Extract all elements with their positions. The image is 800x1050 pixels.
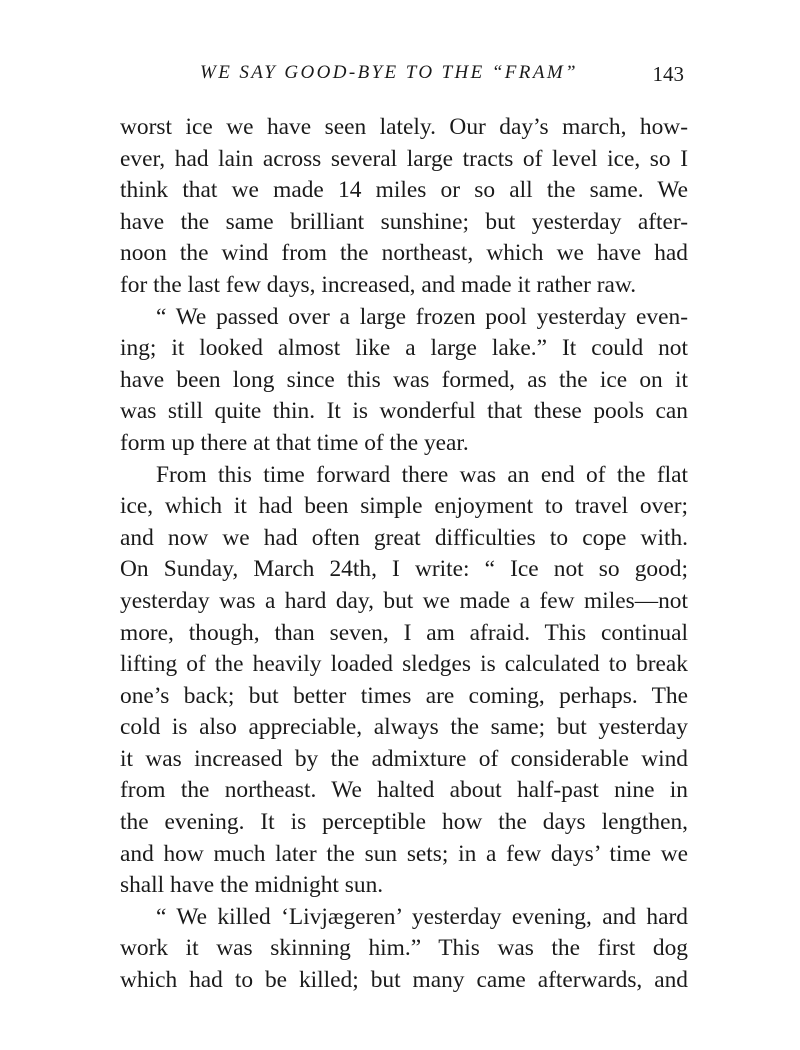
text-line: which had to be killed; but many came afterwards, and bbox=[120, 967, 688, 994]
text-line: noon the wind from the northeast, which we have had bbox=[120, 240, 688, 267]
text-line: ever, had lain across several large tracts of level ice, so I bbox=[120, 145, 688, 172]
text-line: from the northeast. We halted about half-past nine in bbox=[120, 777, 688, 804]
text-line: shall have the midnight sun. bbox=[120, 872, 384, 899]
text-line: for the last few days, increased, and made it rather raw. bbox=[120, 271, 637, 298]
running-title: WE SAY GOOD-BYE TO THE “FRAM” bbox=[200, 62, 579, 83]
text-line: ing; it looked almost like a large lake.” It could not bbox=[120, 335, 688, 362]
text-line: “ We passed over a large frozen pool yesterday even- bbox=[156, 303, 688, 330]
running-head bbox=[200, 62, 684, 92]
text-line: was still quite thin. It is wonderful that these pools can bbox=[120, 398, 688, 425]
text-line: On Sunday, March 24th, I write: “ Ice not so good; bbox=[120, 556, 688, 583]
text-line: and now we had often great difficulties to cope with. bbox=[120, 524, 688, 551]
text-line: and how much later the sun sets; in a few days’ time we bbox=[120, 840, 688, 867]
text-line: the evening. It is perceptible how the days lengthen, bbox=[120, 809, 688, 836]
text-line: it was increased by the admixture of considerable wind bbox=[120, 745, 688, 772]
text-line: cold is also appreciable, always the same; but yesterday bbox=[120, 714, 688, 741]
body-text bbox=[120, 112, 688, 997]
text-line: more, though, than seven, I am afraid. This continual bbox=[120, 619, 688, 646]
text-line: “ We killed ‘Livjægeren’ yesterday evening, and hard bbox=[156, 903, 688, 930]
text-line: yesterday was a hard day, but we made a few miles—not bbox=[120, 587, 688, 614]
text-line: think that we made 14 miles or so all the same. We bbox=[120, 177, 688, 204]
text-line: have been long since this was formed, as the ice on it bbox=[120, 366, 688, 393]
text-line: have the same brilliant sunshine; but yesterday after- bbox=[120, 208, 688, 235]
text-line: worst ice we have seen lately. Our day’s march, how- bbox=[120, 114, 688, 140]
text-line: form up there at that time of the year. bbox=[120, 429, 469, 456]
text-line: ice, which it had been simple enjoyment to travel over; bbox=[120, 493, 688, 520]
text-line: one’s back; but better times are coming, perhaps. The bbox=[120, 682, 688, 709]
text-line: work it was skinning him.” This was the first dog bbox=[120, 935, 688, 962]
text-line: From this time forward there was an end of the flat bbox=[156, 461, 688, 488]
page-number: 143 bbox=[652, 62, 684, 86]
text-line: lifting of the heavily loaded sledges is calculated to break bbox=[120, 651, 688, 678]
